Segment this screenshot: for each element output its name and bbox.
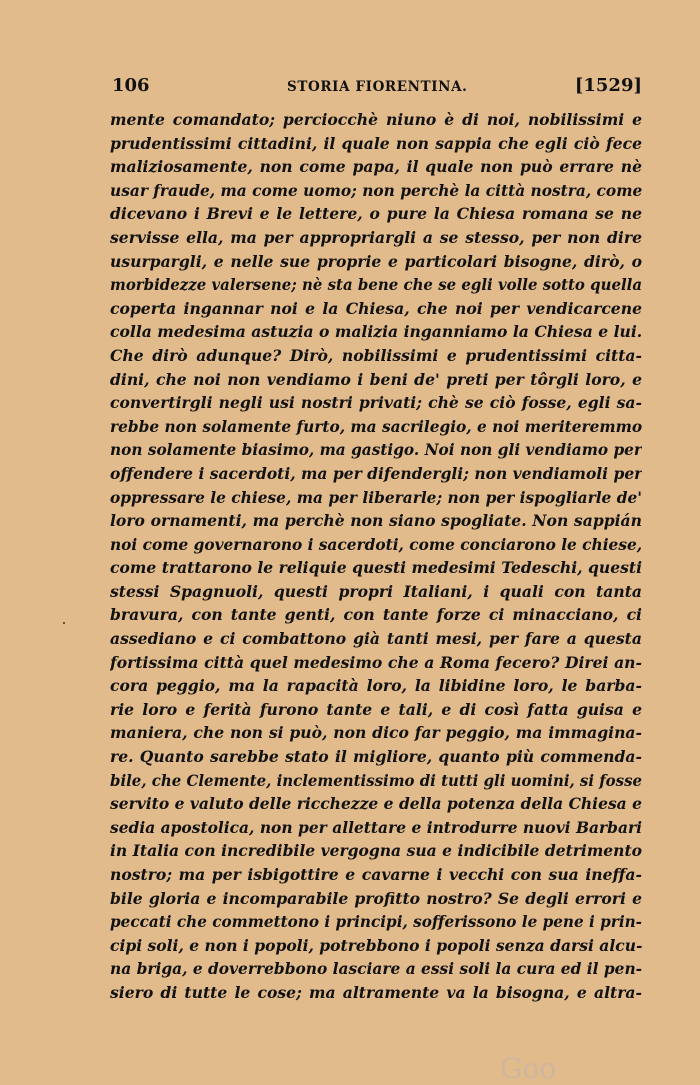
text-line: usurpargli, e nelle sue proprie e particolari bisogne, dirò, o: [110, 251, 642, 271]
text-line: coperta ingannar noi e la Chiesa, che noi per vendicarcene: [110, 298, 642, 318]
text-line: cipi soli, e non i popoli, potrebbono i popoli senza darsi alcu-: [110, 935, 642, 955]
text-line: in Italia con incredibile vergogna sua e indicibile detrimento: [110, 841, 642, 861]
text-line: convertirgli negli usi nostri privati; chè se ciò fosse, egli sa-: [110, 393, 642, 413]
text-line: bravura, con tante genti, con tante forze ci minacciano, ci: [110, 605, 642, 625]
text-line: come trattarono le reliquie questi medesimi Tedeschi, questi: [110, 558, 642, 578]
scan-watermark: Goo: [500, 1052, 557, 1085]
text-line: servisse ella, ma per appropriargli a se stesso, per non dire: [110, 227, 642, 247]
text-line: Che dirò adunque? Dirò, nobilissimi e prudentissimi citta-: [110, 345, 642, 365]
text-line: morbidezze valersene; nè sta bene che se egli volle sotto quella: [110, 275, 642, 295]
text-line: bile, che Clemente, inclementissimo di tutti gli uomini, si fosse: [110, 770, 642, 790]
text-line: na briga, e doverrebbono lasciare a essi soli la cura ed il pen-: [110, 959, 642, 979]
text-line: usar fraude, ma come uomo; non perchè la città nostra, come: [110, 180, 642, 200]
running-title: STORIA FIORENTINA.: [287, 79, 468, 95]
text-line: maniera, che non si può, non dico far peggio, ma immagina-: [110, 723, 642, 743]
text-line: prudentissimi cittadini, il quale non sappia che egli ciò fece: [110, 133, 642, 153]
text-line: rie loro e ferità furono tante e tali, e di così fatta guisa e: [110, 699, 642, 719]
text-line: siero di tutte le cose; ma altramente va la bisogna, e altra-: [110, 982, 642, 1002]
text-line: dicevano i Brevi e le lettere, o pure la Chiesa romana se ne: [110, 204, 642, 224]
text-line: re. Quanto sarebbe stato il migliore, quanto più commenda-: [110, 747, 642, 767]
text-line: mente comandato; perciocchè niuno è di noi, nobilissimi e: [110, 110, 642, 129]
text-line: nostro; ma per isbigottire e cavarne i vecchi con sua ineffa-: [110, 865, 642, 884]
text-line: fortissima città quel medesimo che a Roma fecero? Direi an-: [110, 652, 642, 672]
text-line: non solamente biasimo, ma gastigo. Noi non gli vendiamo per: [110, 440, 642, 460]
text-line: bile gloria e incomparabile profitto nostro? Se degli errori e: [110, 888, 642, 908]
page-header: [112, 75, 642, 99]
text-line: offendere i sacerdoti, ma per difendergli; non vendiamoli per: [110, 463, 642, 483]
body-text: [110, 108, 642, 1005]
text-line: peccati che commettono i principi, sofferissono le pene i prin-: [110, 912, 642, 932]
text-line: noi come governarono i sacerdoti, come conciarono le chiese,: [110, 534, 642, 554]
text-line: maliziosamente, non come papa, il quale non può errare nè: [110, 157, 642, 177]
text-line: cora peggio, ma la rapacità loro, la libidine loro, le barba-: [110, 676, 642, 696]
text-line: colla medesima astuzia o malizia inganniamo la Chiesa e lui.: [110, 322, 642, 342]
stray-mark: [63, 622, 65, 624]
text-line: dini, che noi non vendiamo i beni de' preti per tôrgli loro, e: [110, 369, 642, 389]
text-line: oppressare le chiese, ma per liberarle; non per ispogliarle de': [110, 487, 642, 507]
text-line: servito e valuto delle ricchezze e della potenza della Chiesa e: [110, 794, 642, 814]
text-line: rebbe non solamente furto, ma sacrilegio, e noi meriteremmo: [110, 416, 642, 436]
text-line: stessi Spagnuoli, questi propri Italiani, i quali con tanta: [110, 581, 642, 601]
text-line: assediano e ci combattono già tanti mesi, per fare a questa: [110, 629, 642, 649]
year-marker: [1529]: [574, 75, 642, 96]
page-number: 106: [112, 75, 150, 96]
text-line: sedia apostolica, non per allettare e introdurre nuovi Barbari: [110, 817, 642, 837]
text-line: loro ornamenti, ma perchè non siano spogliate. Non sappián: [110, 511, 642, 531]
